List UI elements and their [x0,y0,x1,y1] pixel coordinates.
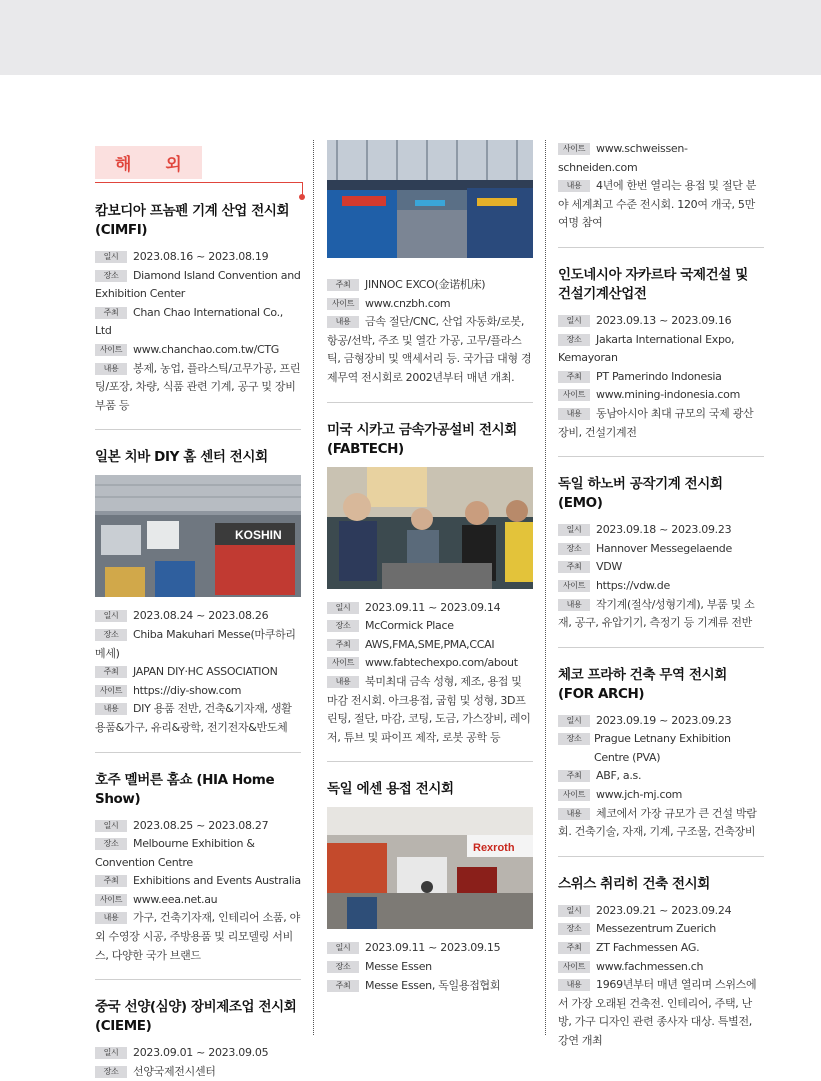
website-value[interactable]: www.chanchao.com.tw/CTG [133,342,280,356]
website-value[interactable]: https://diy-show.com [133,683,242,697]
content-value: 1969년부터 매년 열리며 스위스에서 가장 오래된 건축전. 인테리어, 주택, 난방, 가구 디자인 관련 종사자 대상. 특별전, 강연 개최 [558,978,757,1047]
exhibition-title: 독일 에센 용접 전시회 [327,781,454,798]
date-label: 일시 [95,251,127,263]
website-row [327,654,533,673]
exhibition-title: 캄보디아 프놈펜 기계 산업 전시회 (CIMFI) [95,203,290,238]
content-label: 내용 [558,408,590,420]
date-value: 2023.09.19 ~ 2023.09.23 [596,713,732,727]
content-row [95,360,301,416]
website-row [558,140,764,177]
website-row [327,295,533,314]
exhibition-entry [95,448,301,737]
date-row [327,939,533,958]
venue-label: 장소 [95,838,127,850]
organizer-label: 주최 [95,307,127,319]
organizer-row [95,304,301,341]
exhibition-title: 미국 시카고 금속가공설비 전시회 (FABTECH) [327,421,517,457]
venue-row [558,730,764,767]
separator [327,761,533,762]
content-value: 4년에 한번 열리는 용접 및 절단 분야 세계최고 수준 전시회. 120여 개국, 5만 여명 참여 [558,179,757,230]
content-label: 내용 [558,979,590,991]
website-value[interactable]: www.mining-indonesia.com [596,388,740,402]
exhibition-title: 호주 멜버른 홈쇼 (HIA Home Show) [95,771,275,807]
website-label: 사이트 [327,298,359,310]
content-value: 동남아시아 최대 규모의 국제 광산 장비, 건설기계전 [558,406,754,439]
venue-row [327,617,533,636]
date-row [558,521,764,540]
date-value: 2023.09.18 ~ 2023.09.23 [596,523,732,537]
content-label: 내용 [558,808,590,820]
chiba-hall-photo [95,475,301,597]
exhibition-title: 중국 선양(심양) 장비제조업 전시회 (CIEME) [95,999,297,1035]
content-row [95,909,301,965]
organizer-value: AWS,FMA,SME,PMA,CCAI [365,637,495,651]
content-value: 봉제, 농업, 플라스틱/고무가공, 프린팅/포장, 차량, 식품 관련 기계, 공구 및 장비 부품 등 [95,361,301,412]
organizer-value: PT Pamerindo Indonesia [596,369,722,383]
venue-value: Hannover Messegelaende [596,541,732,555]
date-value: 2023.09.13 ~ 2023.09.16 [596,313,732,327]
column-3 [558,140,764,1051]
exhibition-title: 인도네시아 자카르타 국제건설 및 건설기계산업전 [558,266,748,302]
organizer-value: ZT Fachmessen AG. [596,941,700,955]
exhibition-entry [95,202,301,415]
separator [558,856,764,857]
date-row [558,312,764,331]
top-band [0,0,821,75]
content-label: 내용 [558,599,590,611]
column-divider [313,140,314,1035]
organizer-value: JINNOC EXCO(金诺机床) [365,278,486,291]
organizer-value: Chan Chao International Co., Ltd [95,305,283,338]
content-value: 가구, 건축기자재, 인테리어 소품, 야외 수영장 시공, 주방용품 및 리모델링 서비스, 다양한 국가 브랜드 [95,911,300,962]
content-label: 내용 [327,316,359,328]
venue-row [558,540,764,559]
website-value[interactable]: www.cnzbh.com [365,296,451,310]
column-1 [95,140,301,1081]
date-row [558,902,764,921]
date-value: 2023.08.25 ~ 2023.08.27 [133,818,269,832]
exhibition-entry [327,421,533,748]
organizer-row [95,872,301,891]
content-row [327,673,533,747]
website-row [95,891,301,910]
venue-row [95,267,301,304]
venue-label: 장소 [558,543,590,555]
website-value[interactable]: www.jch-mj.com [596,788,683,802]
website-label: 사이트 [558,961,590,973]
venue-label: 장소 [558,923,590,935]
venue-label: 장소 [95,270,127,282]
separator [558,247,764,248]
content-row [95,700,301,737]
website-label: 사이트 [558,389,590,401]
organizer-row [558,558,764,577]
content-label: 내용 [95,363,127,375]
exhibition-entry [558,140,764,233]
venue-value: Messezentrum Zuerich [596,922,716,936]
organizer-label: 주최 [558,942,590,954]
exhibition-entry [558,875,764,1051]
exhibition-title: 스위스 취리히 건축 전시회 [558,875,710,892]
date-row [558,712,764,731]
website-label: 사이트 [95,894,127,906]
organizer-label: 주최 [327,639,359,651]
date-value: 2023.08.24 ~ 2023.08.26 [133,609,269,623]
website-label: 사이트 [558,789,590,801]
exhibition-title: 체코 프라하 건축 무역 전시회 (FOR ARCH) [558,666,727,702]
exhibition-entry [327,780,533,995]
organizer-label: 주최 [327,980,359,992]
content-label: 내용 [327,676,359,688]
separator [327,402,533,403]
organizer-label: 주최 [327,279,359,291]
column-divider [545,140,546,1035]
column-2 [327,140,533,995]
exhibition-hall-photo [327,140,533,258]
organizer-value: Exhibitions and Events Australia [133,874,301,888]
date-label: 일시 [95,820,127,832]
venue-value: Messe Essen [365,959,432,973]
content-row [558,177,764,233]
website-row [558,577,764,596]
content-value: 체코에서 가장 규모가 큰 건설 박람회. 건축기술, 자재, 기계, 구조물, 건축장비 [558,806,757,839]
website-row [558,958,764,977]
organizer-value: ABF, a.s. [596,769,642,783]
date-value: 2023.09.11 ~ 2023.09.14 [365,600,501,614]
venue-value: Jakarta International Expo, Kemayoran [558,332,735,365]
content-label: 내용 [558,180,590,192]
venue-value: Melbourne Exhibition & Convention Centre [95,837,255,869]
essen-welding-photo [327,807,533,929]
content-row [558,976,764,1050]
date-label: 일시 [558,315,590,327]
organizer-value: Messe Essen, 독일용접협회 [365,978,501,992]
venue-label: 장소 [327,620,359,632]
website-value[interactable]: https://vdw.de [596,578,670,592]
venue-row [327,958,533,977]
venue-label: 장소 [95,1066,127,1078]
content-label: 내용 [95,912,127,924]
date-row [95,607,301,626]
organizer-row [327,276,533,295]
date-label: 일시 [558,715,590,727]
venue-row [95,1063,301,1081]
date-row [327,599,533,618]
date-row [95,817,301,836]
organizer-row [558,368,764,387]
organizer-label: 주최 [95,666,127,678]
venue-label: 장소 [558,733,590,745]
content-value: 금속 절단/CNC, 산업 자동화/로봇, 항공/선박, 주조 및 열간 가공, 고무/플라스틱, 금형장비 및 액세서리 등. 국가급 대형 경제무역 전시회로 2002년부터 매년 개최. [327,315,532,384]
date-label: 일시 [327,942,359,954]
venue-row [558,331,764,368]
website-label: 사이트 [558,143,590,155]
separator [95,979,301,980]
date-label: 일시 [95,610,127,622]
content-label: 내용 [95,703,127,715]
exhibition-entry [558,475,764,633]
venue-value: 선양국제전시센터 [133,1064,216,1078]
website-value[interactable]: www.eea.net.au [133,892,218,906]
website-label: 사이트 [558,580,590,592]
organizer-row [558,939,764,958]
organizer-label: 주최 [558,371,590,383]
date-value: 2023.08.16 ~ 2023.08.19 [133,250,269,263]
exhibition-entry [95,771,301,966]
exhibition-entry [558,666,764,842]
separator [95,429,301,430]
website-row [95,341,301,360]
venue-row [95,835,301,872]
fabtech-crowd-photo [327,467,533,589]
venue-value: McCormick Place [365,619,454,633]
organizer-row [95,663,301,682]
koshin-logo: KOSHIN [235,528,282,543]
website-row [95,682,301,701]
venue-label: 장소 [327,961,359,973]
website-label: 사이트 [95,344,127,356]
content-row [558,805,764,842]
organizer-label: 주최 [558,770,590,782]
separator [558,456,764,457]
date-value: 2023.09.01 ~ 2023.09.05 [133,1046,269,1060]
content-value: 작기계(절삭/성형기계), 부품 및 소재, 공구, 유압기기, 측정기 등 기계류 전반 [558,597,755,630]
website-value[interactable]: www.schweissen-schneiden.com [558,142,688,174]
content-row [327,313,533,387]
venue-value: Diamond Island Convention and Exhibition Center [95,268,301,301]
date-label: 일시 [95,1047,127,1059]
exhibition-title: 독일 하노버 공작기계 전시회 (EMO) [558,476,723,512]
website-row [558,786,764,805]
website-value[interactable]: www.fabtechexpo.com/about [365,656,518,670]
date-row [95,1044,301,1063]
content-value: DIY 용품 전반, 건축&기자재, 생활용품&가구, 유리&광학, 전기전자&반도체 [95,702,292,734]
content-row [558,596,764,633]
venue-label: 장소 [558,334,590,346]
website-label: 사이트 [327,657,359,669]
venue-value: Prague Letnany Exhibition Centre (PVA) [594,732,731,764]
date-value: 2023.09.11 ~ 2023.09.15 [365,941,501,955]
content-value: 북미최대 금속 성형, 제조, 용접 및 마감 전시회. 아크용접, 굽힘 및 성형, 3D프린팅, 절단, 마감, 코팅, 도금, 가스장비, 레이저, 튜브 및 파이프 제작, 로봇 공학 등 [327,674,531,744]
organizer-label: 주최 [558,561,590,573]
website-value[interactable]: www.fachmessen.ch [596,959,704,973]
separator [95,752,301,753]
venue-row [95,626,301,663]
organizer-row [558,767,764,786]
date-value: 2023.09.21 ~ 2023.09.24 [596,903,732,917]
date-row [95,248,301,267]
section-badge: 해 외 [95,146,202,179]
organizer-label: 주최 [95,875,127,887]
venue-label: 장소 [95,629,127,641]
exhibition-entry [95,998,301,1081]
website-label: 사이트 [95,685,127,697]
organizer-row [327,977,533,996]
organizer-value: JAPAN DIY·HC ASSOCIATION [133,665,278,679]
organizer-value: VDW [596,560,622,574]
date-label: 일시 [327,602,359,614]
date-label: 일시 [558,905,590,917]
website-row [558,386,764,405]
exhibition-entry [558,266,764,442]
exhibition-title: 일본 치바 DIY 홈 센터 전시회 [95,449,268,466]
organizer-row [327,636,533,655]
venue-value: Chiba Makuhari Messe(마쿠하리 메세) [95,627,296,660]
exhibition-entry [327,276,533,388]
separator [558,647,764,648]
rexroth-logo: Rexroth [473,842,515,855]
date-label: 일시 [558,524,590,536]
content-row [558,405,764,442]
venue-row [558,920,764,939]
